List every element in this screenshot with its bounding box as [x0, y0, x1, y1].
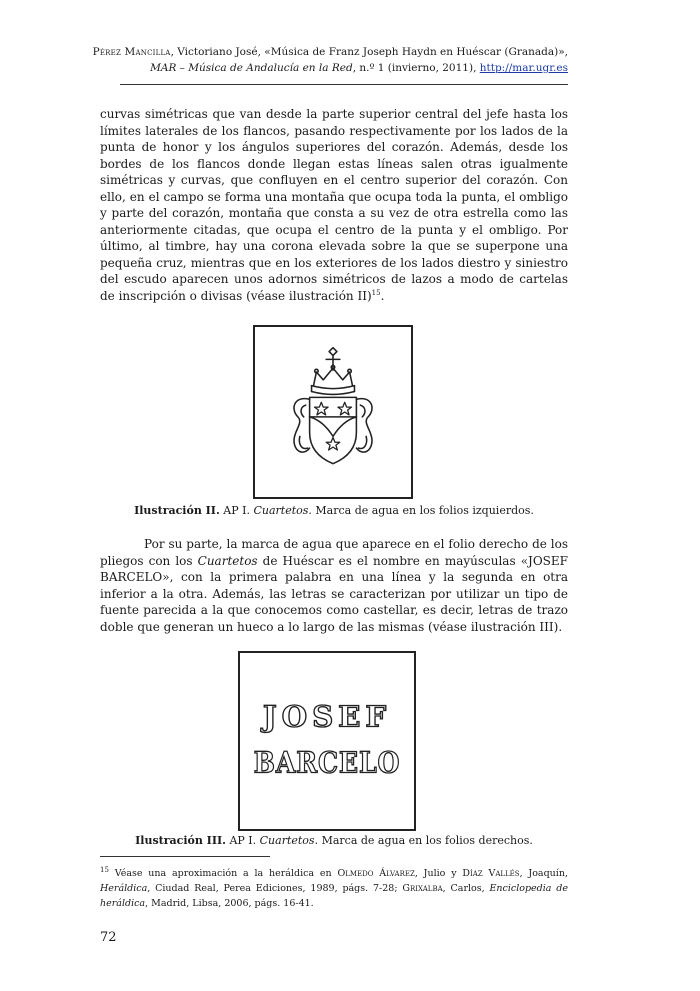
footnote-text-1: Véase una aproximación a la heráldica en — [114, 868, 338, 879]
footnote-text-5: , Carlos, — [442, 883, 490, 894]
footnote-text-3: , Joaquín, — [519, 868, 568, 879]
caption-iii-work: Cuartetos. — [259, 834, 319, 847]
caption-iii-source: AP I. — [229, 834, 257, 847]
footnote-15 — [100, 866, 568, 911]
caption-ii-work: Cuartetos. — [253, 504, 312, 517]
footnote-divider — [100, 856, 270, 857]
caption-iii-description: Marca de agua en los folios derechos. — [321, 834, 533, 847]
paragraph-1-text: curvas simétricas que van desde la parte superior central del jefe hasta los límites laterales de los flancos, pasando respectivamente por los lados de la punta de honor y los ángulos superiores del corazón. Además, desde los bordes de los flancos donde llegan estas líneas salen otras igualmente simétricas y curvas, que confluyen en el centro superior del corazón. Con ello, en el campo se forma una montaña que ocupa toda la punta, el ombligo y parte del corazón, montaña que consta a su vez de otra estrella como las anteriormente citadas, que ocupa el centro de la punta y el ombligo. Por último, al timbre, hay una corona elevada sobre la que se superpone una pequeña cruz, mientras que en los exteriores de los lados diestro y siniestro del escudo aparecen unos adornos simétricos de lazos a modo de cartelas de inscripción o divisas (véase ilustración II) — [100, 107, 568, 303]
watermark-word-josef: JOSEF — [262, 698, 392, 734]
caption-illustration-iii — [100, 834, 568, 848]
footnote-text-6: , Madrid, Libsa, 2006, págs. 16-41. — [145, 898, 314, 909]
footnote-text-2: , Julio y — [414, 868, 463, 879]
header-journal-link[interactable]: http://mar.ugr.es — [479, 62, 568, 74]
footnote-author-grixalba: Grixalba — [402, 883, 443, 894]
header-author-rest: , Victoriano José, «Música de Franz Joseph Haydn en Huéscar (Granada)», — [170, 46, 568, 58]
footnote-number: 15 — [100, 865, 109, 874]
running-header — [88, 44, 568, 76]
caption-iii-label: Ilustración III. — [135, 834, 226, 847]
header-journal-issue: , n.º 1 (invierno, 2011), — [352, 62, 480, 74]
footnote-author-diaz: Díaz Vallés — [462, 868, 520, 879]
caption-ii-description: Marca de agua en los folios izquierdos. — [315, 504, 534, 517]
footnote-title-heraldica: Heráldica — [100, 883, 148, 894]
josef-barcelo-watermark-drawing — [240, 653, 414, 829]
footnote-reference-15[interactable]: 15 — [371, 288, 381, 297]
caption-ii-source: AP I. — [223, 504, 250, 517]
paragraph-2-text-b: de Huéscar es el nombre en mayúsculas «JOSEF BARCELO», con la primera palabra en una línea y la segunda en otra inferior a la otra. Además, las letras se caracterizan por utilizar un tipo de fuente parecida a la que conocemos como castellar, es decir, letras de trazo doble que generan un hueco a lo largo de las mismas (véase ilustración III). — [100, 553, 568, 634]
paragraph-2-work-title: Cuartetos — [197, 553, 258, 568]
header-journal-line — [88, 60, 568, 76]
body-paragraph-2 — [100, 536, 568, 635]
body-paragraph-1 — [100, 106, 568, 304]
header-author-surname: Pérez Mancilla — [92, 46, 171, 58]
caption-ii-label: Ilustración II. — [134, 504, 220, 517]
footnote-text-4: , Ciudad Real, Perea Ediciones, 1989, págs. 7-28; — [147, 883, 403, 894]
footnote-author-olmedo: Olmedo Álvarez — [337, 868, 415, 879]
watermark-word-barcelo: BARCELO — [253, 744, 401, 780]
coat-of-arms-drawing — [255, 327, 411, 497]
caption-illustration-ii — [100, 504, 568, 518]
illustration-ii-watermark-shield — [253, 325, 413, 499]
paragraph-2-text-a: Por su parte, la marca de agua que aparece en el folio derecho de los pliegos con los — [100, 537, 568, 568]
page-number: 72 — [100, 930, 117, 945]
header-citation-line — [88, 44, 568, 60]
footnote-title-enciclopedia: Enciclopedia de heráldica — [100, 883, 569, 909]
header-journal-title: MAR – Música de Andalucía en la Red — [150, 62, 353, 74]
header-divider — [120, 84, 568, 85]
illustration-iii-watermark-name — [238, 651, 416, 831]
paragraph-1-end: . — [380, 288, 385, 303]
